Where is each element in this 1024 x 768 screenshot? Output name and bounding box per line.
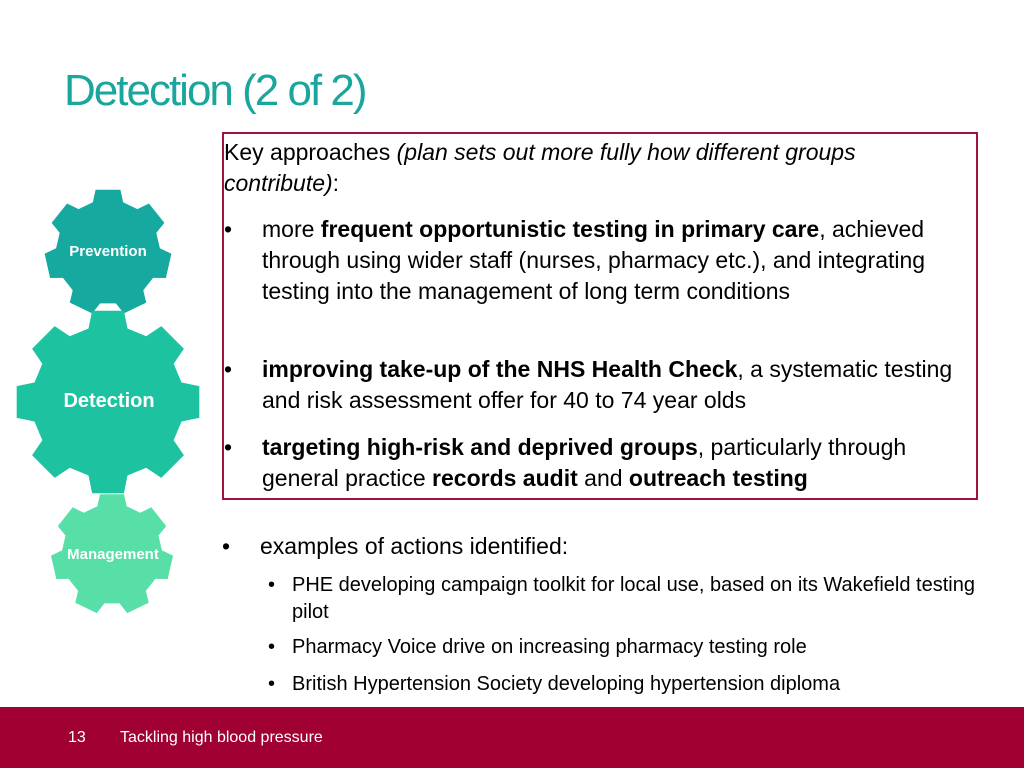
example-item [268, 671, 1008, 698]
bullet-1-bold: frequent opportunistic testing in primary care [320, 216, 820, 242]
bullet-3-plain-a: , particularly through general practice [262, 434, 907, 491]
bullet-2-bold: improving take-up of the NHS Health Check [262, 356, 738, 382]
bullet-2-plain: , a systematic testing and risk assessment offer for 40 to 74 year olds [262, 356, 953, 413]
gear-label-detection: Detection [63, 390, 155, 412]
key-bullet-1 [224, 214, 984, 307]
example-item-text: British Hypertension Society developing hypertension diploma [292, 673, 841, 695]
bullet-3-bold-b: records audit [432, 465, 578, 491]
bullet-3-bold-c: outreach testing [628, 465, 808, 491]
gear-label-management: Management [67, 546, 159, 563]
bullet-3-plain-b: and [577, 465, 629, 491]
footer-bar [0, 707, 1024, 768]
key-approaches-intro [224, 137, 944, 199]
bullet-dot: • [224, 356, 233, 382]
bullet-dot: • [268, 574, 276, 596]
footer-title: Tackling high blood pressure [120, 729, 323, 746]
key-bullet-3 [224, 432, 984, 494]
key-bullet-2 [224, 354, 984, 416]
intro-plain: Key approaches [224, 139, 397, 165]
example-item [268, 572, 1008, 626]
bullet-dot: • [268, 673, 276, 695]
slide-number: 13 [68, 729, 86, 746]
intro-italic: (plan sets out more fully how different groups contribute) [224, 139, 856, 196]
bullet-1-plain-b: , achieved through using wider staff (nurses, pharmacy etc.), and integrating testing into the management of long term conditions [262, 216, 926, 304]
bullet-dot: • [222, 533, 231, 559]
bullet-dot: • [224, 216, 233, 242]
page-title: Detection (2 of 2) [64, 66, 366, 115]
example-item-text: Pharmacy Voice drive on increasing pharmacy testing role [292, 636, 807, 658]
intro-colon: : [332, 170, 340, 196]
bullet-dot: • [268, 636, 276, 658]
examples-heading-text: examples of actions identified: [260, 533, 569, 559]
bullet-3-bold-a: targeting high-risk and deprived groups [262, 434, 698, 460]
example-item [268, 634, 1008, 661]
gear-label-prevention: Prevention [69, 243, 147, 260]
gear-diagram [0, 170, 220, 630]
examples-heading [222, 533, 568, 560]
example-item-text: PHE developing campaign toolkit for local use, based on its Wakefield testing pilot [292, 574, 975, 623]
bullet-dot: • [224, 434, 233, 460]
bullet-1-plain-a: more [262, 216, 321, 242]
